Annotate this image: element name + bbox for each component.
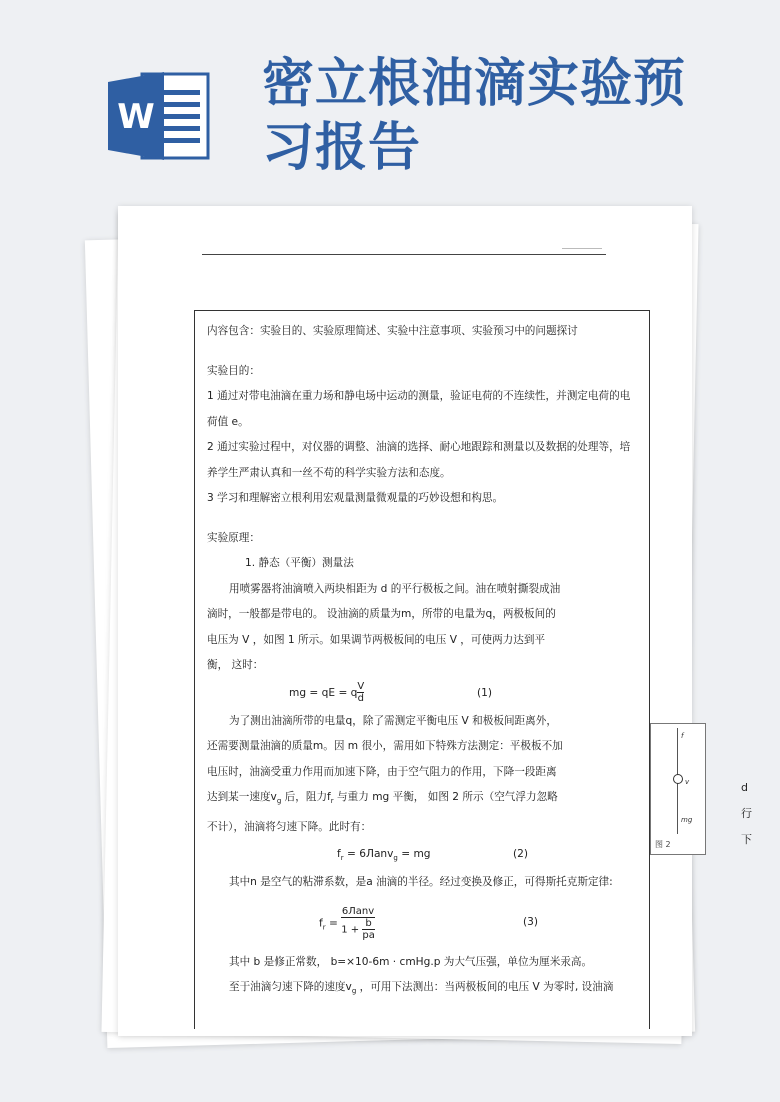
method-heading: 1. 静态（平衡）测量法	[245, 557, 354, 569]
purpose-item-2: 2 通过实验过程中，对仪器的调整、油滴的选择、耐心地跟踪和测量以及数据的处理等，培养学生严肃认真和一丝不苟的科学实验方法和态度。	[207, 441, 631, 479]
equation-1	[207, 679, 639, 709]
equation-2-rest: = 6Лanv	[343, 848, 394, 860]
equation-3-numerator: 6Лanv	[341, 905, 375, 917]
paragraph-2-tail: 后，阻力f	[281, 791, 331, 803]
svg-text:W: W	[117, 97, 155, 137]
paragraph-5-sub: g	[351, 987, 357, 995]
side-char-1: d	[741, 781, 748, 794]
paragraph-3: 其中n 是空气的粘滞系数，是a 油滴的半径。经过变换及修正，可得斯托克斯定律:	[229, 876, 613, 888]
banner	[0, 0, 780, 200]
paragraph-2-end: 与重力 mg 平衡， 如图 2 所示（空气浮力忽略不计），油滴将匀速下降。此时有：	[207, 791, 558, 833]
equation-1-numerator: V	[357, 681, 365, 692]
figure-2-diagram	[650, 723, 706, 855]
equation-2	[207, 840, 639, 870]
purpose-item-1: 1 通过对带电油滴在重力场和静电场中运动的测量，验证电荷的不连续性，并测定电荷的电荷值 e。	[207, 390, 631, 428]
purpose-heading: 实验目的：	[207, 364, 260, 377]
side-char-2: 行	[741, 807, 752, 820]
oil-drop-icon	[673, 774, 683, 784]
word-document-icon	[108, 70, 212, 162]
header-rule	[202, 254, 606, 255]
contents-line: 内容包含：实验目的、实验原理简述、实验中注意事项、实验预习中的问题探讨	[207, 325, 578, 337]
equation-3	[207, 896, 639, 950]
principle-heading: 实验原理：	[207, 531, 260, 544]
document-title: 密立根油滴实验预习报告	[262, 53, 687, 178]
equation-2-end: = mg	[397, 848, 431, 860]
purpose-item-3: 3 学习和理解密立根利用宏观量测量微观量的巧妙设想和构思。	[207, 492, 504, 504]
equation-3-eq: =	[325, 917, 342, 929]
paper-sheet-front	[118, 206, 752, 1036]
equation-1-tag: (1)	[477, 686, 493, 699]
equation-3-f: f	[319, 917, 323, 929]
equation-3-tag: (3)	[523, 915, 539, 928]
side-char-3: 下	[741, 833, 752, 846]
figure-2-label-top: f	[681, 732, 684, 740]
equation-3-den-plus: 1 +	[341, 924, 363, 935]
paragraph-2-sub: g	[276, 797, 282, 805]
figure-2-label-mid: v	[685, 778, 690, 786]
equation-3-den-bottom: pa	[362, 929, 375, 941]
paragraph-4: 其中 b 是修正常数， b=×10-6m · cmHg.p 为大气压强，单位为厘米汞高。	[229, 955, 593, 968]
equation-2-tag: (2)	[513, 848, 529, 860]
paragraph-1: 用喷雾器将油滴喷入两块相距为 d 的平行极板之间。油在喷射撕裂成油滴时，一般都是带电的。 设油滴的质量为m，所带的电量为q，两极板间的电压为 V ，如图 1 所示。如果调节两极板间的电压 V ，可使两力达到平衡， 这时：	[207, 582, 561, 671]
equation-3-sub: r	[322, 923, 326, 931]
equation-3-den-top: b	[365, 917, 372, 929]
paragraph-2-main: 为了测出油滴所带的电量q，除了需测定平衡电压 V 和极板间距离外，还需要测量油滴的质量m。因 m 很小，需用如下特殊方法测定：平极板不加电压时，油滴受重力作用而加速下降，由于空气阻力的作用，下降一段距离达到某一速度v	[207, 714, 563, 803]
header-rule-light	[562, 248, 602, 249]
figure-2-label-bottom: mg	[681, 816, 693, 824]
equation-1-denominator: d	[357, 693, 365, 704]
equation-1-left: mg = qE = q	[289, 686, 358, 699]
paragraph-5	[207, 975, 639, 1005]
paragraph-5-end: ，可用下法测出：当两极板间的电压 V 为零时, 设油滴	[356, 981, 614, 993]
equation-2-f: f	[337, 848, 341, 860]
figure-2-caption: 图 2	[655, 840, 671, 849]
paragraph-5-main: 至于油滴匀速下降的速度v	[229, 981, 352, 993]
document-body	[207, 319, 639, 1005]
paragraph-2-sub2: r	[330, 797, 334, 805]
equation-2-sub2: g	[393, 854, 398, 862]
content-frame	[194, 310, 752, 1029]
equation-2-sub: r	[340, 854, 344, 862]
paragraph-2	[207, 709, 563, 841]
